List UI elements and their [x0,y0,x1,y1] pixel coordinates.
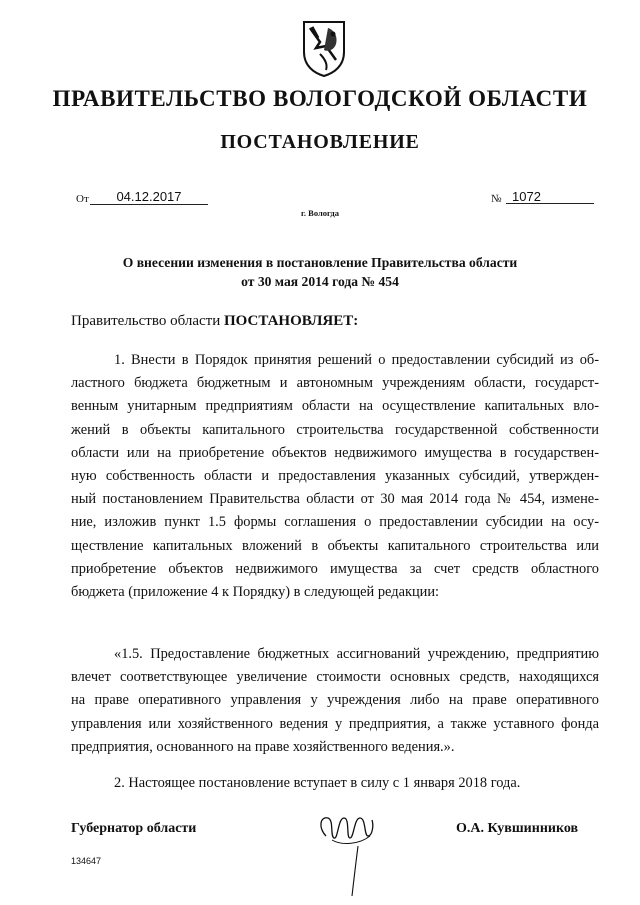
paragraph-line: ную собственность области и предоставления указанных субсидий, утвержден- [71,468,599,485]
paragraph-line: «1.5. Предоставление бюджетных ассигнований учреждению, предприятию [114,646,599,662]
intro-prefix: Правительство области [71,313,224,329]
number-label: № [491,193,502,205]
intro-keyword: ПОСТАНОВЛЯЕТ: [223,313,359,329]
signatory-name: О.А. Кувшинников [456,821,579,836]
paragraph-2 [71,643,599,759]
paragraph-line: ластного бюджета бюджетным и автономным учреждениям области, государст- [71,375,599,392]
paragraph-line: бюджета (приложение 4 к Порядку) в следующей редакции: [71,584,440,601]
paragraph-line: влечет соответствующее увеличение стоимости основных средств, находящихся [71,669,599,686]
handwritten-signature [312,806,382,900]
paragraph-line: приобретение объектов недвижимого имущества за счет средств областного [71,560,599,577]
subject-line-2: от 30 мая 2014 года № 454 [241,274,399,289]
paragraph-line: на праве оперативного управления у учреждения либо на праве оперативного [71,692,599,709]
signatory-position: Губернатор области [71,821,197,836]
paragraph-line: ние, изложив пункт 1.5 формы соглашения о предоставлении субсидии на осу- [71,514,599,531]
paragraph-line: ществление капитальных вложений в объекты капитального строительства или [71,537,599,554]
paragraph-line: области или на приобретение объектов недвижимого имущества в государствен- [71,444,599,461]
city-label: г. Вологда [301,208,339,218]
paragraph-line: предприятия, основанного на праве хозяйственного ведения.». [71,738,455,755]
paragraph-line: 2. Настоящее постановление вступает в силу с 1 января 2018 года. [114,775,521,791]
document-type: ПОСТАНОВЛЕНИЕ [220,131,420,153]
paragraph-line: 1. Внести в Порядок принятия решений о предоставлении субсидий из об- [114,352,599,368]
paragraph-line: жений в объекты капитального строительства государственной собственности [71,421,599,438]
registration-number: 134647 [71,856,102,866]
subject-heading [60,253,580,291]
paragraph-line: венным унитарным предприятиям области на осуществление капитальных вло- [71,398,599,415]
date-label: От [76,193,89,205]
paragraph-1 [71,349,599,604]
subject-line-1: О внесении изменения в постановление Правительства области [122,255,518,270]
government-title: ПРАВИТЕЛЬСТВО ВОЛОГОДСКОЙ ОБЛАСТИ [52,86,588,111]
intro-sentence [71,313,358,330]
paragraph-line: ный постановлением Правительства области от 30 мая 2014 года № 454, измене- [71,491,599,508]
paragraph-line: управления или хозяйственного ведения у предприятия, а также уставного фонда [71,715,599,732]
paragraph-3 [71,772,599,795]
number-value: 1072 [506,189,594,204]
date-value: 04.12.2017 [90,189,208,205]
coat-of-arms-icon [300,18,348,78]
